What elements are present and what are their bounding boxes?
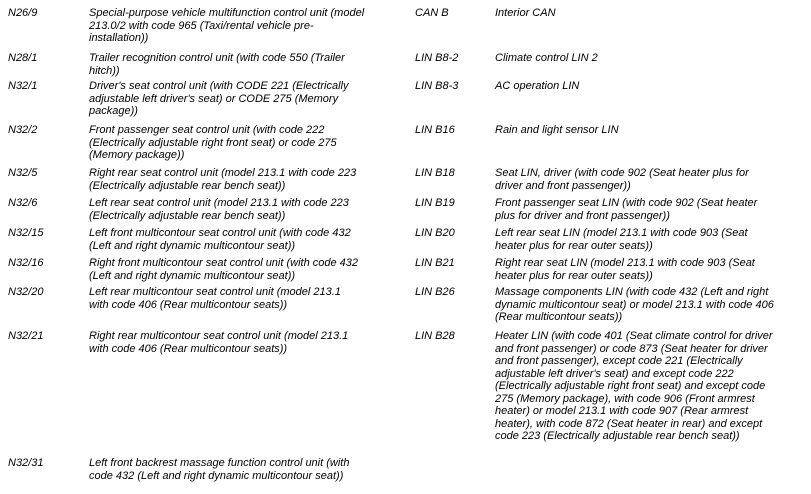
bus-description: Interior CAN [495,7,556,19]
bus-description: Right rear seat LIN (model 213.1 with code 903 (Seat heater plus for rear outer seats)) [495,257,755,282]
component-code: N32/2 [8,124,38,136]
component-description: Right rear seat control unit (model 213.1 with code 223 (Electrically adjustable rear bench seat)) [89,167,357,192]
component-code: N28/1 [8,52,38,64]
bus-code: LIN B16 [415,124,455,136]
component-code: N32/16 [8,257,44,269]
component-code: N32/31 [8,457,44,469]
bus-code: LIN B19 [415,197,455,209]
component-code: N32/21 [8,330,44,342]
component-description: Left front multicontour seat control unit (with code 432 (Left and right dynamic multicontour seat)) [89,227,351,252]
component-code: N32/1 [8,80,38,92]
component-description: Special-purpose vehicle multifunction control unit (model 213.0/2 with code 965 (Taxi/rental vehicle pre- installation)) [89,7,365,44]
bus-code: LIN B8-3 [415,80,459,92]
component-description: Right front multicontour seat control unit (with code 432 (Left and right dynamic multicontour seat)) [89,257,359,282]
bus-description: Left rear seat LIN (model 213.1 with code 903 (Seat heater plus for rear outer seats)) [495,227,748,252]
component-description: Left rear seat control unit (model 213.1 with code 223 (Electrically adjustable rear bench seat)) [89,197,349,222]
bus-description: Heater LIN (with code 401 (Seat climate control for driver and front passenger) or code 873 (Seat heater for driver and front passenger), except code 221 (Electrically adjustable left driver's seat) and except code 222 (Electrically adjustable right front seat) and except code 275 (Memory package), with code 906 (Front armrest heater) or model 213.1 with code 907 (Rear armrest heater), with code 872 (Seat heater in rear) and except code 223 (Electrically adjustable rear bench seat)) [495,330,773,442]
bus-code: LIN B21 [415,257,455,269]
bus-description: AC operation LIN [495,80,580,92]
component-code: N26/9 [8,7,38,19]
bus-code: LIN B28 [415,330,455,342]
component-code: N32/20 [8,286,44,298]
component-code: N32/6 [8,197,38,209]
bus-code: LIN B26 [415,286,455,298]
bus-code: LIN B20 [415,227,455,239]
component-description: Trailer recognition control unit (with code 550 (Trailer hitch)) [89,52,345,77]
component-description: Left front backrest massage function control unit (with code 432 (Left and right dynamic multicontour seat)) [89,457,350,482]
bus-description: Climate control LIN 2 [495,52,598,64]
component-description: Right rear multicontour seat control unit (model 213.1 with code 406 (Rear multicontour seats)) [89,330,349,355]
component-code: N32/15 [8,227,44,239]
bus-code: LIN B18 [415,167,455,179]
bus-description: Front passenger seat LIN (with code 902 (Seat heater plus for driver and front passenger)) [495,197,758,222]
component-description: Left rear multicontour seat control unit (model 213.1 with code 406 (Rear multicontour seats)) [89,286,341,311]
bus-description: Rain and light sensor LIN [495,124,619,136]
component-description: Front passenger seat control unit (with code 222 (Electrically adjustable right front seat) or code 275 (Memory package)) [89,124,337,161]
component-description: Driver's seat control unit (with CODE 221 (Electrically adjustable left driver's seat) or CODE 275 (Memory package)) [89,80,349,117]
bus-description: Seat LIN, driver (with code 902 (Seat heater plus for driver and front passenger)) [495,167,749,192]
bus-code: CAN B [415,7,449,19]
component-code: N32/5 [8,167,38,179]
bus-code: LIN B8-2 [415,52,459,64]
bus-description: Massage components LIN (with code 432 (Left and right dynamic multicontour seat) or model 213.1 with code 406 (Rear multicontour seats)) [495,286,774,323]
